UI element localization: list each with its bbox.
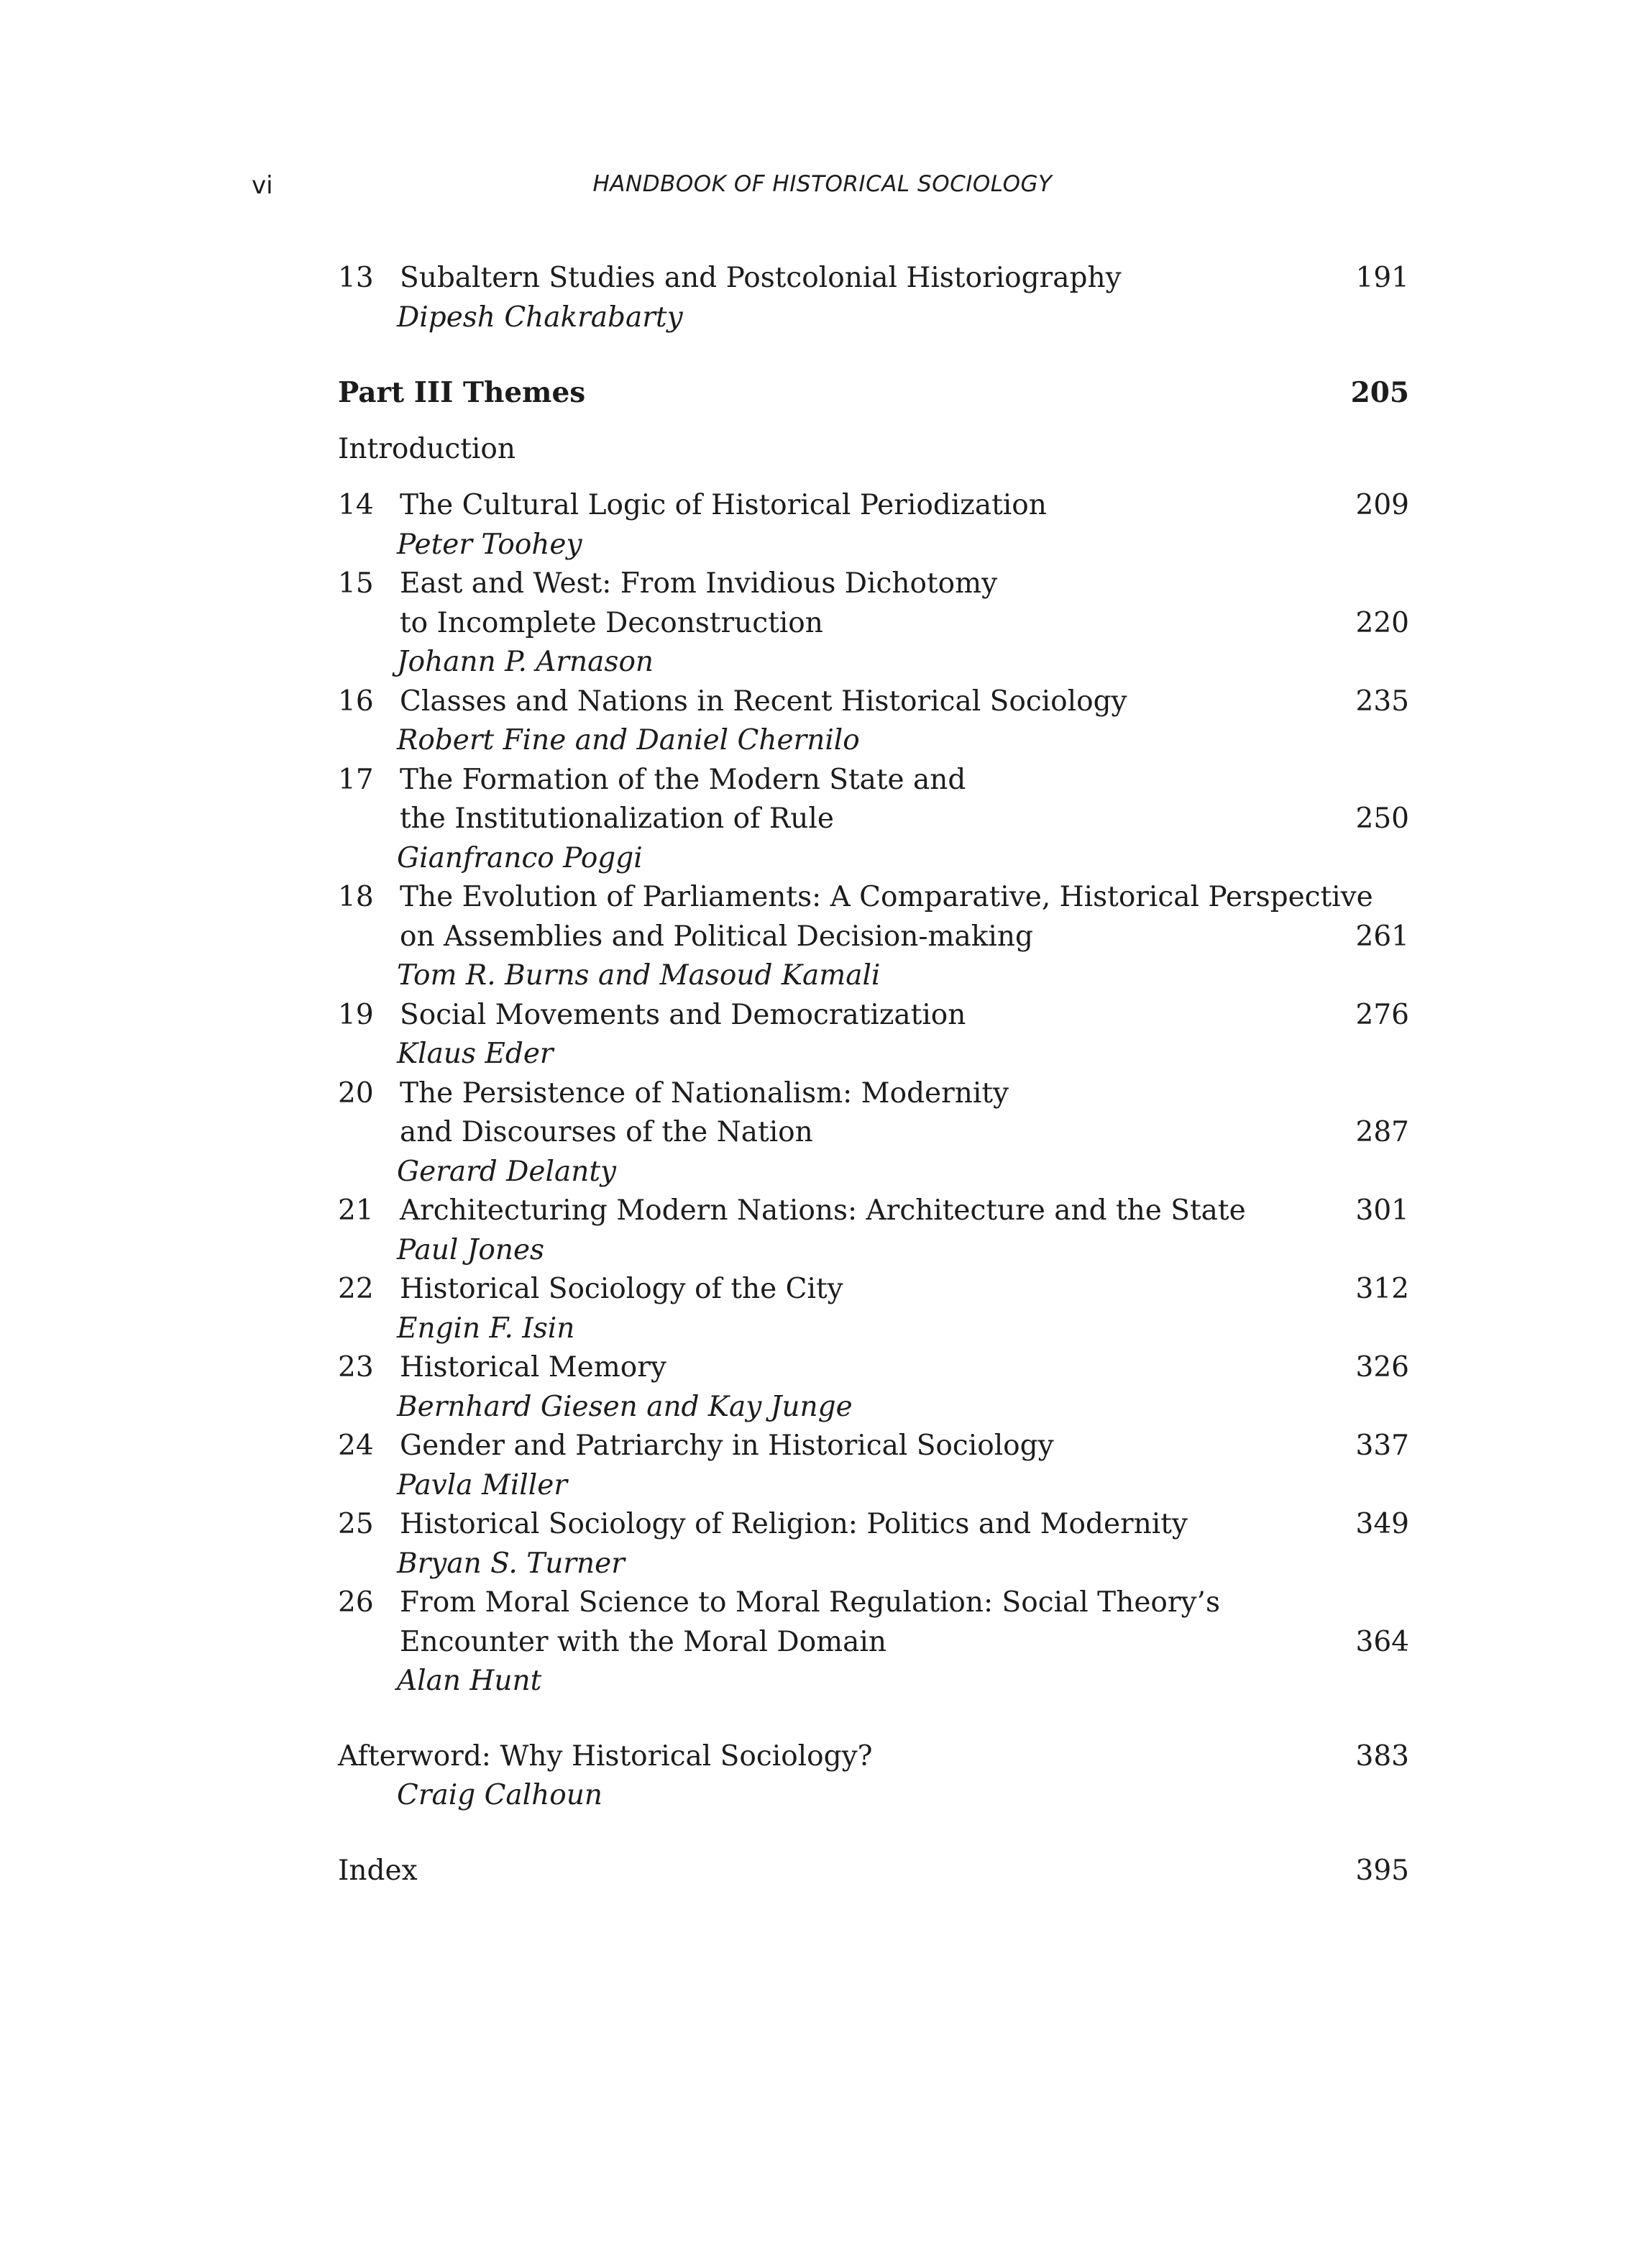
chapter-page: 220 (1355, 606, 1409, 639)
toc-entry-continuation (338, 1623, 1409, 1663)
chapter-author: Tom R. Burns and Masoud Kamali (397, 959, 881, 992)
chapter-number: 16 (338, 685, 374, 718)
toc-entry-continuation (338, 918, 1409, 957)
chapter-number: 20 (338, 1076, 374, 1110)
chapter-title: and Discourses of the Nation (400, 1116, 813, 1148)
page-header (0, 171, 1645, 207)
chapter-author: Johann P. Arnason (397, 646, 654, 678)
chapter-title: Encounter with the Moral Domain (400, 1625, 886, 1658)
toc-entry-continuation (338, 800, 1409, 839)
chapter-page: 235 (1355, 685, 1409, 718)
toc-entry (338, 1348, 1409, 1388)
chapter-title: East and West: From Invidious Dichotomy (400, 567, 998, 600)
toc-entry (338, 1192, 1409, 1231)
part-page: 205 (1350, 376, 1409, 409)
chapter-author: Engin F. Isin (397, 1312, 575, 1345)
chapter-title: Classes and Nations in Recent Historical Sociology (400, 685, 1127, 718)
chapter-title: Historical Sociology of Religion: Politics and Modernity (400, 1508, 1188, 1540)
chapter-author: Bernhard Giesen and Kay Junge (397, 1390, 853, 1423)
chapter-page: 250 (1355, 803, 1409, 835)
running-head: HANDBOOK OF HISTORICAL SOCIOLOGY (592, 171, 1053, 197)
toc-entry (338, 486, 1409, 526)
toc-entry (338, 1427, 1409, 1466)
chapter-title: From Moral Science to Moral Regulation: Social Theory’s (400, 1586, 1220, 1619)
chapter-author: Gerard Delanty (397, 1155, 617, 1188)
toc-entry-continuation (338, 604, 1409, 644)
chapter-page: 301 (1355, 1194, 1409, 1227)
chapter-author: Pavla Miller (397, 1468, 567, 1501)
chapter-title: Architecturing Modern Nations: Architecture and the State (400, 1194, 1246, 1227)
chapter-title: Social Movements and Democratization (400, 998, 966, 1031)
chapter-number: 25 (338, 1508, 374, 1540)
chapter-title: Historical Memory (400, 1351, 666, 1384)
chapter-number: 22 (338, 1273, 374, 1305)
chapter-page: 326 (1355, 1351, 1409, 1384)
chapter-title: Historical Sociology of the City (400, 1273, 843, 1305)
chapter-number: 19 (338, 998, 374, 1031)
chapter-page: 364 (1355, 1625, 1409, 1658)
page-folio: vi (252, 171, 273, 200)
chapter-number: 18 (338, 881, 374, 913)
chapter-title: The Formation of the Modern State and (400, 763, 966, 796)
toc-entry (338, 564, 1409, 604)
chapter-author: Robert Fine and Daniel Chernilo (397, 724, 860, 756)
chapter-number: 26 (338, 1586, 374, 1619)
chapter-page: 191 (1355, 262, 1409, 294)
chapter-number: 21 (338, 1194, 374, 1227)
chapter-number: 23 (338, 1351, 374, 1384)
chapter-author: Dipesh Chakrabarty (397, 301, 683, 334)
chapter-author: Klaus Eder (397, 1038, 554, 1070)
introduction-entry (338, 430, 1409, 470)
index-title: Index (338, 1854, 418, 1887)
chapter-title: The Cultural Logic of Historical Periodization (400, 489, 1047, 521)
chapter-page: 312 (1355, 1273, 1409, 1305)
index-entry (338, 1852, 1409, 1891)
chapter-page: 209 (1355, 489, 1409, 521)
chapter-author: Bryan S. Turner (397, 1547, 625, 1580)
chapter-title: to Incomplete Deconstruction (400, 606, 823, 639)
toc-entry-continuation (338, 1113, 1409, 1153)
afterword-entry (338, 1737, 1409, 1777)
toc-entry (338, 878, 1409, 918)
introduction-title: Introduction (338, 432, 516, 465)
chapter-page: 349 (1355, 1508, 1409, 1540)
afterword-author: Craig Calhoun (397, 1779, 602, 1811)
chapter-number: 17 (338, 763, 374, 796)
chapter-author: Peter Toohey (397, 528, 582, 561)
chapter-list (338, 486, 1409, 1701)
afterword-title: Afterword: Why Historical Sociology? (338, 1739, 873, 1773)
chapter-title: Gender and Patriarchy in Historical Sociology (400, 1430, 1054, 1462)
chapter-title: The Evolution of Parliaments: A Comparative, Historical Perspective (400, 881, 1373, 913)
toc-entry-13 (338, 259, 1409, 298)
chapter-page: 287 (1355, 1116, 1409, 1148)
chapter-author: Gianfranco Poggi (397, 841, 643, 874)
toc-entry (338, 1583, 1409, 1623)
toc-entry (338, 682, 1409, 722)
chapter-number: 15 (338, 567, 374, 600)
chapter-title: the Institutionalization of Rule (400, 803, 834, 835)
part-title: Part III Themes (338, 376, 586, 409)
index-page: 395 (1355, 1854, 1409, 1887)
toc-entry (338, 1270, 1409, 1309)
chapter-number: 14 (338, 489, 374, 521)
toc-entry (338, 1505, 1409, 1545)
toc-entry (338, 996, 1409, 1035)
chapter-number: 24 (338, 1430, 374, 1462)
table-of-contents (338, 259, 1409, 1890)
toc-entry (338, 1074, 1409, 1114)
afterword-page: 383 (1355, 1739, 1409, 1773)
chapter-title: Subaltern Studies and Postcolonial Historiography (400, 262, 1122, 294)
chapter-page: 276 (1355, 998, 1409, 1031)
chapter-page: 261 (1355, 920, 1409, 953)
part-heading (338, 373, 1409, 413)
chapter-author: Paul Jones (397, 1233, 545, 1266)
chapter-author: Alan Hunt (397, 1665, 542, 1697)
toc-entry (338, 761, 1409, 800)
chapter-title: on Assemblies and Political Decision-making (400, 920, 1033, 953)
chapter-page: 337 (1355, 1430, 1409, 1462)
chapter-title: The Persistence of Nationalism: Modernity (400, 1076, 1009, 1110)
chapter-number: 13 (338, 262, 374, 294)
